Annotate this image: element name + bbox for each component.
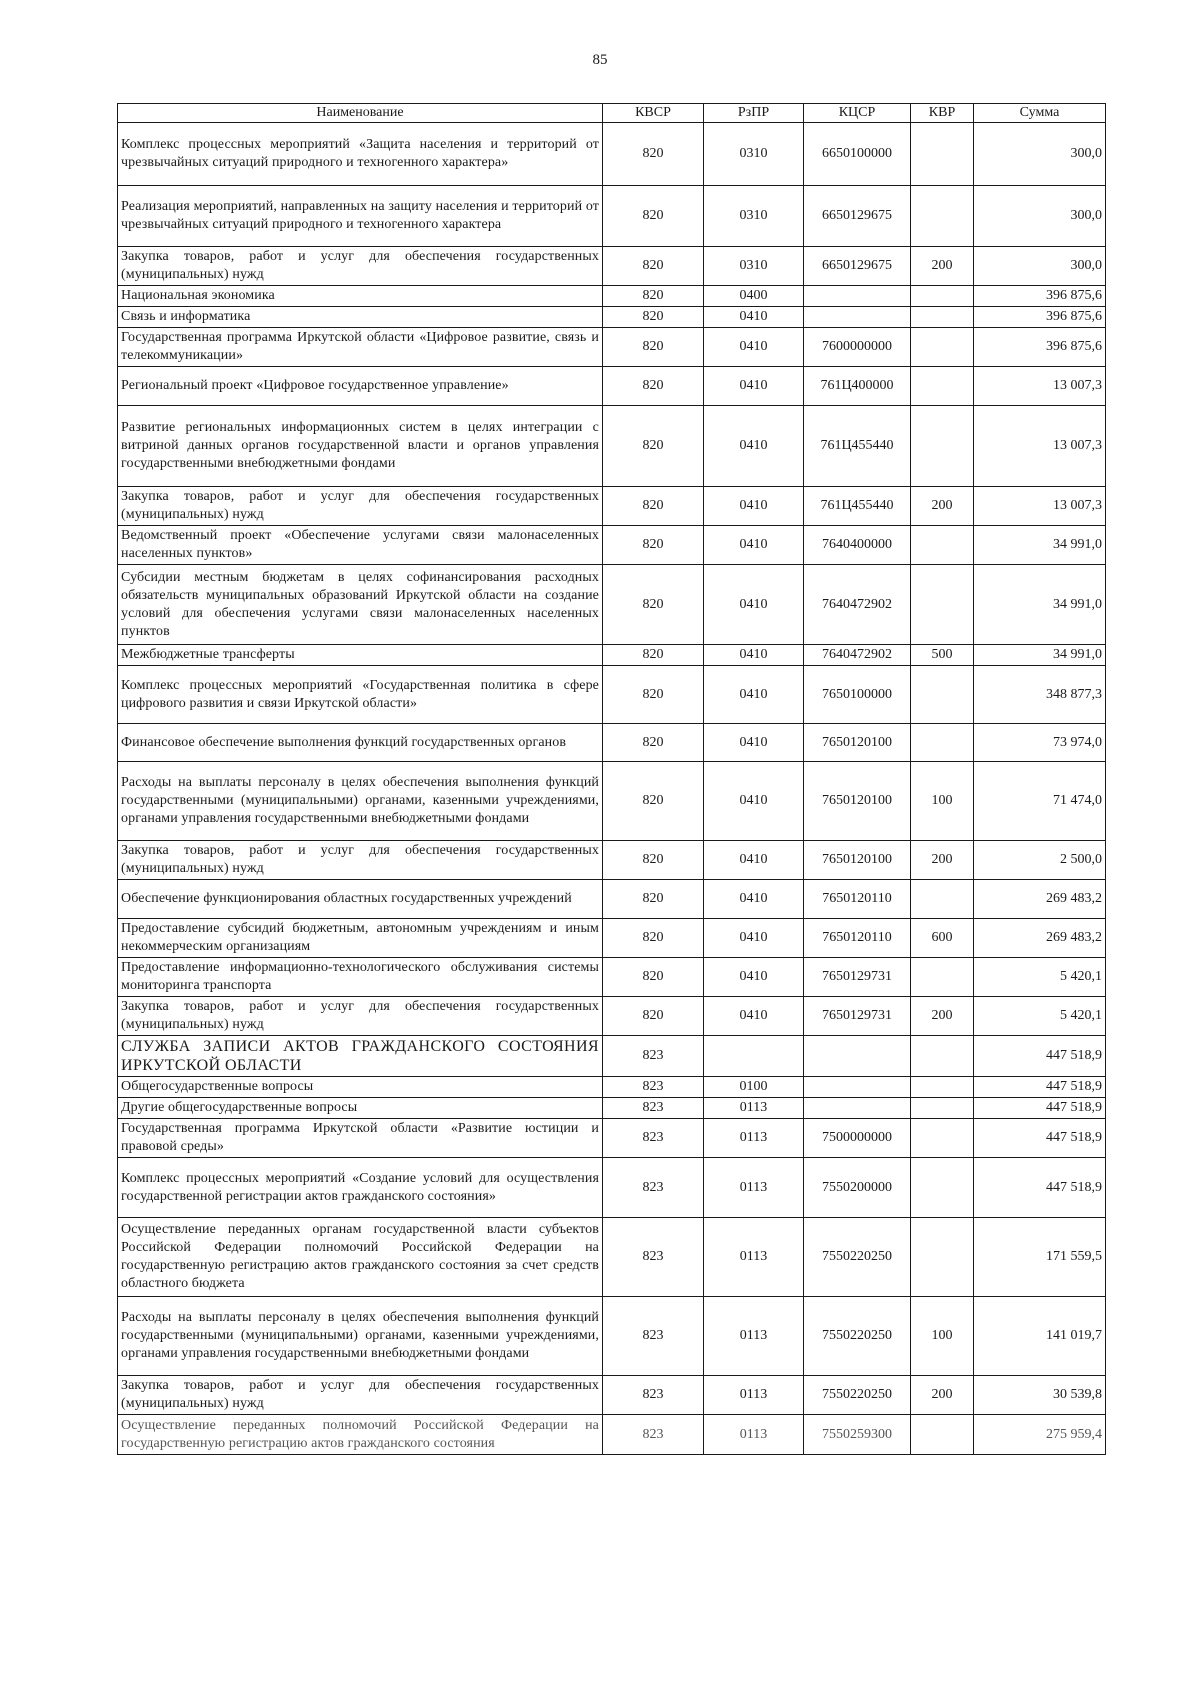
table-row	[118, 328, 1106, 367]
cell-rzpr: 0113	[704, 1415, 804, 1455]
cell-kvr	[911, 328, 974, 367]
table-row	[118, 1376, 1106, 1415]
cell-kcsr: 7650120100	[804, 841, 911, 880]
table-row	[118, 1119, 1106, 1158]
cell-rzpr: 0310	[704, 123, 804, 186]
budget-table	[117, 103, 1106, 1455]
cell-name: Региональный проект «Цифровое государственное управление»	[118, 367, 603, 406]
table-row	[118, 919, 1106, 958]
table-row	[118, 724, 1106, 762]
cell-kvr	[911, 186, 974, 247]
cell-kvsr: 823	[603, 1119, 704, 1158]
cell-kvsr: 820	[603, 666, 704, 724]
cell-kvsr: 820	[603, 328, 704, 367]
cell-kcsr	[804, 1098, 911, 1119]
cell-kvr	[911, 1077, 974, 1098]
table-row	[118, 367, 1106, 406]
cell-name: Осуществление переданных полномочий Российской Федерации на государственную регистрацию актов гражданского состояния	[118, 1415, 603, 1455]
cell-kcsr: 7640472902	[804, 565, 911, 645]
cell-kvr: 200	[911, 247, 974, 286]
cell-sum: 396 875,6	[974, 286, 1106, 307]
cell-sum: 269 483,2	[974, 880, 1106, 919]
cell-rzpr	[704, 1036, 804, 1077]
cell-name: Комплекс процессных мероприятий «Государственная политика в сфере цифрового развития и связи Иркутской области»	[118, 666, 603, 724]
cell-sum: 447 518,9	[974, 1098, 1106, 1119]
cell-name: Расходы на выплаты персоналу в целях обеспечения выполнения функций государственными (муниципальными) органами, казенными учреждениями, органами управления государственными внебюджетными фондами	[118, 1297, 603, 1376]
cell-kvsr: 820	[603, 880, 704, 919]
cell-sum: 447 518,9	[974, 1036, 1106, 1077]
table-row	[118, 1098, 1106, 1119]
cell-name: Обеспечение функционирования областных государственных учреждений	[118, 880, 603, 919]
cell-kvsr: 820	[603, 919, 704, 958]
cell-name: Закупка товаров, работ и услуг для обеспечения государственных (муниципальных) нужд	[118, 997, 603, 1036]
table-row	[118, 1218, 1106, 1297]
cell-sum: 5 420,1	[974, 958, 1106, 997]
cell-name: Финансовое обеспечение выполнения функций государственных органов	[118, 724, 603, 762]
cell-kcsr: 6650100000	[804, 123, 911, 186]
cell-sum: 447 518,9	[974, 1119, 1106, 1158]
cell-rzpr: 0310	[704, 247, 804, 286]
cell-rzpr: 0410	[704, 526, 804, 565]
cell-sum: 447 518,9	[974, 1158, 1106, 1218]
cell-sum: 300,0	[974, 186, 1106, 247]
table-row	[118, 526, 1106, 565]
cell-kcsr: 7650120110	[804, 880, 911, 919]
cell-kvsr: 820	[603, 487, 704, 526]
cell-kcsr: 7650129731	[804, 958, 911, 997]
cell-kvr: 200	[911, 841, 974, 880]
cell-kvsr: 823	[603, 1098, 704, 1119]
table-row	[118, 1158, 1106, 1218]
header-kcsr: КЦСР	[804, 104, 911, 123]
cell-kvr	[911, 286, 974, 307]
cell-rzpr: 0410	[704, 645, 804, 666]
cell-kcsr: 7650100000	[804, 666, 911, 724]
cell-sum: 348 877,3	[974, 666, 1106, 724]
cell-kcsr: 7650120110	[804, 919, 911, 958]
cell-kcsr: 6650129675	[804, 247, 911, 286]
cell-kcsr: 7550220250	[804, 1297, 911, 1376]
header-rzpr: РзПР	[704, 104, 804, 123]
cell-rzpr: 0410	[704, 997, 804, 1036]
cell-name: Субсидии местным бюджетам в целях софинансирования расходных обязательств муниципальных образований Иркутской области на создание условий для обеспечения услугами связи малонаселенных населенных пунктов	[118, 565, 603, 645]
table-row	[118, 1297, 1106, 1376]
cell-kvr: 100	[911, 1297, 974, 1376]
table-row	[118, 1077, 1106, 1098]
cell-kvsr: 823	[603, 1218, 704, 1297]
table-row	[118, 406, 1106, 487]
cell-kvsr: 820	[603, 247, 704, 286]
cell-kvsr: 820	[603, 565, 704, 645]
cell-rzpr: 0410	[704, 487, 804, 526]
cell-name: Расходы на выплаты персоналу в целях обеспечения выполнения функций государственными (муниципальными) органами, казенными учреждениями, органами управления государственными внебюджетными фондами	[118, 762, 603, 841]
cell-kcsr: 7500000000	[804, 1119, 911, 1158]
table-row	[118, 1415, 1106, 1455]
cell-name: Реализация мероприятий, направленных на защиту населения и территорий от чрезвычайных ситуаций природного и техногенного характера	[118, 186, 603, 247]
cell-name: Осуществление переданных органам государственной власти субъектов Российской Федерации полномочий Российской Федерации на государственную регистрацию актов гражданского состояния за счет средств областного бюджета	[118, 1218, 603, 1297]
cell-kcsr	[804, 1077, 911, 1098]
table-row	[118, 1036, 1106, 1077]
cell-sum: 34 991,0	[974, 526, 1106, 565]
table-row	[118, 762, 1106, 841]
cell-sum: 269 483,2	[974, 919, 1106, 958]
cell-sum: 30 539,8	[974, 1376, 1106, 1415]
cell-name: Национальная экономика	[118, 286, 603, 307]
cell-rzpr: 0410	[704, 762, 804, 841]
cell-rzpr: 0113	[704, 1218, 804, 1297]
cell-kvsr: 820	[603, 526, 704, 565]
cell-name: Государственная программа Иркутской области «Цифровое развитие, связь и телекоммуникации»	[118, 328, 603, 367]
table-row	[118, 645, 1106, 666]
cell-kvsr: 820	[603, 841, 704, 880]
cell-kvsr: 820	[603, 406, 704, 487]
cell-kvsr: 823	[603, 1415, 704, 1455]
cell-kvr	[911, 1218, 974, 1297]
cell-kvr	[911, 1158, 974, 1218]
cell-rzpr: 0410	[704, 565, 804, 645]
cell-kvr: 200	[911, 487, 974, 526]
cell-name: СЛУЖБА ЗАПИСИ АКТОВ ГРАЖДАНСКОГО СОСТОЯНИЯ ИРКУТСКОЙ ОБЛАСТИ	[118, 1036, 603, 1077]
cell-rzpr: 0410	[704, 406, 804, 487]
cell-kcsr: 7600000000	[804, 328, 911, 367]
table-row	[118, 997, 1106, 1036]
cell-kvr: 200	[911, 1376, 974, 1415]
cell-sum: 34 991,0	[974, 565, 1106, 645]
cell-kvr	[911, 1036, 974, 1077]
cell-kcsr	[804, 1036, 911, 1077]
cell-rzpr: 0410	[704, 724, 804, 762]
cell-kvsr: 823	[603, 1077, 704, 1098]
page-number: 85	[592, 52, 608, 68]
cell-sum: 141 019,7	[974, 1297, 1106, 1376]
cell-rzpr: 0410	[704, 666, 804, 724]
cell-kvsr: 823	[603, 1376, 704, 1415]
cell-kcsr: 761Ц455440	[804, 406, 911, 487]
cell-kvr	[911, 367, 974, 406]
table-row	[118, 666, 1106, 724]
cell-sum: 13 007,3	[974, 487, 1106, 526]
cell-kvr	[911, 1119, 974, 1158]
table-row	[118, 880, 1106, 919]
cell-kcsr: 7550220250	[804, 1376, 911, 1415]
cell-rzpr: 0113	[704, 1297, 804, 1376]
cell-name: Ведомственный проект «Обеспечение услугами связи малонаселенных населенных пунктов»	[118, 526, 603, 565]
header-sum: Сумма	[974, 104, 1106, 123]
cell-sum: 34 991,0	[974, 645, 1106, 666]
cell-sum: 300,0	[974, 247, 1106, 286]
cell-kvr	[911, 1098, 974, 1119]
cell-rzpr: 0113	[704, 1376, 804, 1415]
cell-rzpr: 0410	[704, 841, 804, 880]
cell-kvr: 500	[911, 645, 974, 666]
table-row	[118, 286, 1106, 307]
cell-kcsr: 7550259300	[804, 1415, 911, 1455]
cell-rzpr: 0113	[704, 1119, 804, 1158]
cell-rzpr: 0410	[704, 958, 804, 997]
table-row	[118, 186, 1106, 247]
table-row	[118, 307, 1106, 328]
cell-rzpr: 0410	[704, 367, 804, 406]
cell-sum: 275 959,4	[974, 1415, 1106, 1455]
cell-kcsr: 7640400000	[804, 526, 911, 565]
cell-kvr: 100	[911, 762, 974, 841]
cell-kvr	[911, 724, 974, 762]
cell-sum: 2 500,0	[974, 841, 1106, 880]
cell-kcsr	[804, 307, 911, 328]
header-kvsr: КВСР	[603, 104, 704, 123]
cell-name: Комплекс процессных мероприятий «Защита населения и территорий от чрезвычайных ситуаций природного и техногенного характера»	[118, 123, 603, 186]
cell-kcsr: 7550200000	[804, 1158, 911, 1218]
cell-kvr	[911, 565, 974, 645]
cell-kvsr: 823	[603, 1297, 704, 1376]
cell-rzpr: 0400	[704, 286, 804, 307]
cell-kcsr: 6650129675	[804, 186, 911, 247]
cell-kvsr: 820	[603, 958, 704, 997]
table-header-row	[118, 104, 1106, 123]
table-row	[118, 958, 1106, 997]
cell-kcsr	[804, 286, 911, 307]
cell-sum: 396 875,6	[974, 328, 1106, 367]
cell-rzpr: 0310	[704, 186, 804, 247]
cell-kvr	[911, 958, 974, 997]
cell-kvr	[911, 123, 974, 186]
cell-rzpr: 0410	[704, 880, 804, 919]
table-body	[118, 123, 1106, 1455]
cell-sum: 171 559,5	[974, 1218, 1106, 1297]
cell-kvsr: 820	[603, 724, 704, 762]
cell-kvr	[911, 526, 974, 565]
cell-kvr	[911, 880, 974, 919]
cell-kvr	[911, 307, 974, 328]
header-name: Наименование	[118, 104, 603, 123]
cell-kcsr: 7650120100	[804, 724, 911, 762]
cell-rzpr: 0100	[704, 1077, 804, 1098]
cell-rzpr: 0410	[704, 328, 804, 367]
cell-name: Комплекс процессных мероприятий «Создание условий для осуществления государственной регистрации актов гражданского состояния»	[118, 1158, 603, 1218]
cell-name: Развитие региональных информационных систем в целях интеграции с витриной данных органов государственной власти и органов управления государственными внебюджетными фондами	[118, 406, 603, 487]
cell-kvsr: 820	[603, 367, 704, 406]
cell-name: Межбюджетные трансферты	[118, 645, 603, 666]
cell-name: Закупка товаров, работ и услуг для обеспечения государственных (муниципальных) нужд	[118, 841, 603, 880]
cell-kvsr: 820	[603, 645, 704, 666]
cell-name: Предоставление субсидий бюджетным, автономным учреждениям и иным некоммерческим организациям	[118, 919, 603, 958]
cell-kcsr: 761Ц400000	[804, 367, 911, 406]
cell-name: Общегосударственные вопросы	[118, 1077, 603, 1098]
cell-kvsr: 820	[603, 186, 704, 247]
cell-rzpr: 0410	[704, 919, 804, 958]
cell-sum: 13 007,3	[974, 367, 1106, 406]
cell-name: Предоставление информационно-технологического обслуживания системы мониторинга транспорта	[118, 958, 603, 997]
cell-sum: 447 518,9	[974, 1077, 1106, 1098]
cell-sum: 396 875,6	[974, 307, 1106, 328]
table-row	[118, 487, 1106, 526]
cell-kvr	[911, 1415, 974, 1455]
cell-kcsr: 7650129731	[804, 997, 911, 1036]
cell-kvr	[911, 406, 974, 487]
cell-sum: 71 474,0	[974, 762, 1106, 841]
cell-kvsr: 820	[603, 307, 704, 328]
cell-kvsr: 820	[603, 997, 704, 1036]
table-row	[118, 123, 1106, 186]
cell-kvsr: 820	[603, 286, 704, 307]
cell-kvsr: 823	[603, 1036, 704, 1077]
cell-sum: 5 420,1	[974, 997, 1106, 1036]
cell-kcsr: 7640472902	[804, 645, 911, 666]
cell-sum: 13 007,3	[974, 406, 1106, 487]
header-kvr: КВР	[911, 104, 974, 123]
table-row	[118, 247, 1106, 286]
cell-name: Государственная программа Иркутской области «Развитие юстиции и правовой среды»	[118, 1119, 603, 1158]
cell-kvsr: 820	[603, 123, 704, 186]
cell-sum: 300,0	[974, 123, 1106, 186]
cell-name: Закупка товаров, работ и услуг для обеспечения государственных (муниципальных) нужд	[118, 487, 603, 526]
cell-kcsr: 7650120100	[804, 762, 911, 841]
cell-kcsr: 7550220250	[804, 1218, 911, 1297]
cell-kvr: 600	[911, 919, 974, 958]
cell-kvsr: 820	[603, 762, 704, 841]
cell-name: Закупка товаров, работ и услуг для обеспечения государственных (муниципальных) нужд	[118, 1376, 603, 1415]
cell-name: Закупка товаров, работ и услуг для обеспечения государственных (муниципальных) нужд	[118, 247, 603, 286]
cell-kcsr: 761Ц455440	[804, 487, 911, 526]
cell-kvr: 200	[911, 997, 974, 1036]
table-row	[118, 565, 1106, 645]
table-row	[118, 841, 1106, 880]
cell-rzpr: 0113	[704, 1158, 804, 1218]
cell-sum: 73 974,0	[974, 724, 1106, 762]
cell-rzpr: 0410	[704, 307, 804, 328]
cell-rzpr: 0113	[704, 1098, 804, 1119]
cell-kvr	[911, 666, 974, 724]
cell-kvsr: 823	[603, 1158, 704, 1218]
cell-name: Другие общегосударственные вопросы	[118, 1098, 603, 1119]
cell-name: Связь и информатика	[118, 307, 603, 328]
